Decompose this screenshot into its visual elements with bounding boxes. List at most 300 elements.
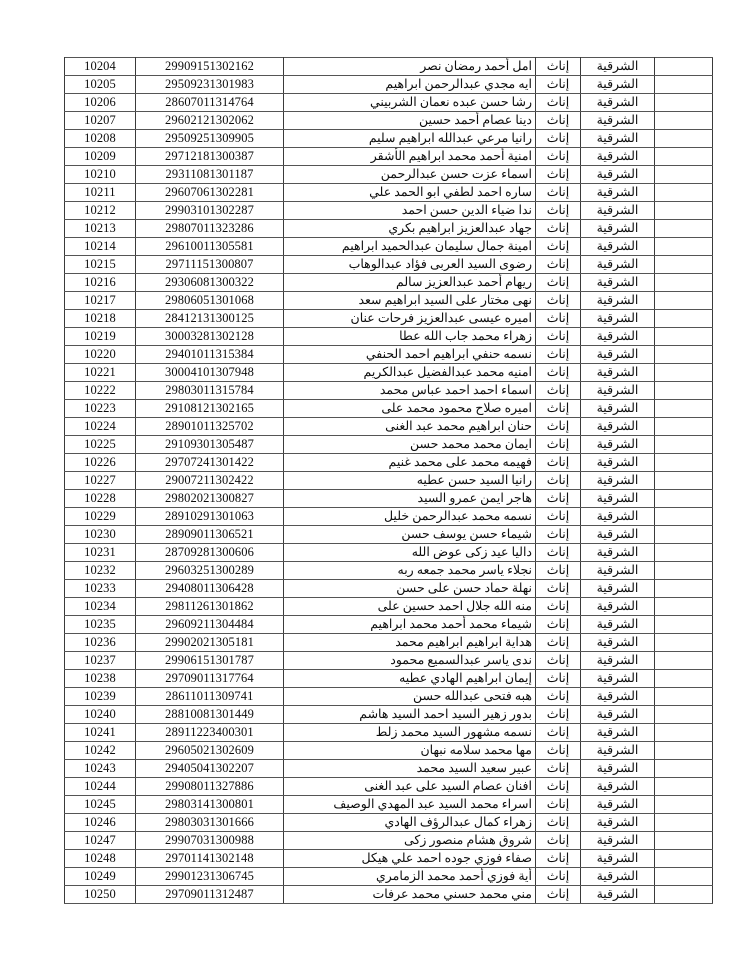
cell-blank: [655, 832, 713, 850]
cell-blank: [655, 76, 713, 94]
cell-applicant-name: زهراء محمد جاب الله عطا: [284, 328, 536, 346]
table-row: [65, 418, 713, 436]
cell-national-id: 28607011314764: [136, 94, 284, 112]
cell-applicant-name: مني محمد حسني محمد عرفات: [284, 886, 536, 904]
cell-serial-number: 10246: [65, 814, 136, 832]
cell-gender: إناث: [536, 94, 581, 112]
table-row: [65, 616, 713, 634]
cell-national-id: 30004101307948: [136, 364, 284, 382]
cell-serial-number: 10210: [65, 166, 136, 184]
cell-national-id: 29709011312487: [136, 886, 284, 904]
cell-applicant-name: نجلاء ياسر محمد جمعه ربه: [284, 562, 536, 580]
cell-national-id: 29701141302148: [136, 850, 284, 868]
cell-blank: [655, 562, 713, 580]
cell-governorate: الشرقية: [581, 724, 655, 742]
cell-blank: [655, 58, 713, 76]
table-row: [65, 364, 713, 382]
cell-national-id: 29109301305487: [136, 436, 284, 454]
table-row: [65, 400, 713, 418]
cell-applicant-name: عبير سعيد السيد محمد: [284, 760, 536, 778]
cell-governorate: الشرقية: [581, 634, 655, 652]
cell-serial-number: 10247: [65, 832, 136, 850]
cell-blank: [655, 328, 713, 346]
cell-governorate: الشرقية: [581, 778, 655, 796]
roster-table-body: [65, 58, 713, 904]
cell-blank: [655, 472, 713, 490]
table-row: [65, 814, 713, 832]
cell-applicant-name: نسمه مشهور السيد محمد زلط: [284, 724, 536, 742]
table-row: [65, 436, 713, 454]
cell-gender: إناث: [536, 130, 581, 148]
cell-blank: [655, 292, 713, 310]
cell-governorate: الشرقية: [581, 796, 655, 814]
cell-gender: إناث: [536, 760, 581, 778]
cell-national-id: 29807011323286: [136, 220, 284, 238]
table-row: [65, 454, 713, 472]
cell-governorate: الشرقية: [581, 454, 655, 472]
cell-national-id: 29803031301666: [136, 814, 284, 832]
cell-applicant-name: ايه مجدي عبدالرحمن ابراهيم: [284, 76, 536, 94]
table-row: [65, 832, 713, 850]
cell-serial-number: 10236: [65, 634, 136, 652]
cell-governorate: الشرقية: [581, 130, 655, 148]
cell-applicant-name: فهيمه محمد على محمد غنيم: [284, 454, 536, 472]
cell-applicant-name: شيماء حسن يوسف حسن: [284, 526, 536, 544]
cell-applicant-name: حنان ابراهيم محمد عبد الغنى: [284, 418, 536, 436]
cell-gender: إناث: [536, 220, 581, 238]
table-row: [65, 130, 713, 148]
cell-national-id: 29405041302207: [136, 760, 284, 778]
cell-applicant-name: اميره صلاح محمود محمد على: [284, 400, 536, 418]
cell-blank: [655, 274, 713, 292]
cell-applicant-name: رانيا مرعي عبدالله ابراهيم سليم: [284, 130, 536, 148]
cell-serial-number: 10226: [65, 454, 136, 472]
cell-national-id: 29509231301983: [136, 76, 284, 94]
cell-national-id: 28901011325702: [136, 418, 284, 436]
cell-serial-number: 10209: [65, 148, 136, 166]
cell-governorate: الشرقية: [581, 544, 655, 562]
cell-gender: إناث: [536, 706, 581, 724]
cell-applicant-name: إيمان ابراهيم الهادي عطيه: [284, 670, 536, 688]
cell-governorate: الشرقية: [581, 148, 655, 166]
cell-applicant-name: صفاء فوزي جوده احمد علي هيكل: [284, 850, 536, 868]
cell-serial-number: 10220: [65, 346, 136, 364]
cell-governorate: الشرقية: [581, 526, 655, 544]
cell-gender: إناث: [536, 274, 581, 292]
table-row: [65, 58, 713, 76]
cell-national-id: 29803141300801: [136, 796, 284, 814]
cell-blank: [655, 310, 713, 328]
cell-national-id: 29007211302422: [136, 472, 284, 490]
cell-blank: [655, 436, 713, 454]
cell-gender: إناث: [536, 364, 581, 382]
cell-serial-number: 10228: [65, 490, 136, 508]
cell-blank: [655, 688, 713, 706]
cell-serial-number: 10227: [65, 472, 136, 490]
cell-applicant-name: أية فوزي أحمد محمد الزمامري: [284, 868, 536, 886]
table-row: [65, 868, 713, 886]
cell-national-id: 29609211304484: [136, 616, 284, 634]
cell-blank: [655, 130, 713, 148]
cell-gender: إناث: [536, 400, 581, 418]
table-row: [65, 148, 713, 166]
table-row: [65, 220, 713, 238]
cell-gender: إناث: [536, 544, 581, 562]
cell-serial-number: 10241: [65, 724, 136, 742]
cell-applicant-name: دينا عصام أحمد حسين: [284, 112, 536, 130]
table-row: [65, 256, 713, 274]
cell-applicant-name: اسراء محمد السيد عبد المهدي الوصيف: [284, 796, 536, 814]
table-row: [65, 706, 713, 724]
table-row: [65, 562, 713, 580]
cell-national-id: 30003281302128: [136, 328, 284, 346]
cell-applicant-name: امنية أحمد محمد ابراهيم الأشقر: [284, 148, 536, 166]
cell-applicant-name: امينة جمال سليمان عبدالحميد ابراهيم: [284, 238, 536, 256]
cell-applicant-name: ندا ضياء الدين حسن احمد: [284, 202, 536, 220]
table-row: [65, 796, 713, 814]
cell-gender: إناث: [536, 616, 581, 634]
cell-governorate: الشرقية: [581, 112, 655, 130]
cell-gender: إناث: [536, 328, 581, 346]
cell-gender: إناث: [536, 508, 581, 526]
cell-national-id: 28909011306521: [136, 526, 284, 544]
cell-governorate: الشرقية: [581, 418, 655, 436]
table-row: [65, 202, 713, 220]
cell-national-id: 29907031300988: [136, 832, 284, 850]
cell-serial-number: 10250: [65, 886, 136, 904]
cell-national-id: 28412131300125: [136, 310, 284, 328]
cell-applicant-name: ايمان محمد محمد حسن: [284, 436, 536, 454]
cell-applicant-name: نسمه محمد عبدالرحمن خليل: [284, 508, 536, 526]
cell-blank: [655, 418, 713, 436]
table-row: [65, 652, 713, 670]
cell-governorate: الشرقية: [581, 436, 655, 454]
table-row: [65, 580, 713, 598]
cell-governorate: الشرقية: [581, 202, 655, 220]
cell-gender: إناث: [536, 850, 581, 868]
cell-serial-number: 10239: [65, 688, 136, 706]
table-row: [65, 328, 713, 346]
cell-national-id: 28611011309741: [136, 688, 284, 706]
cell-gender: إناث: [536, 238, 581, 256]
cell-national-id: 29806051301068: [136, 292, 284, 310]
cell-gender: إناث: [536, 166, 581, 184]
cell-national-id: 29902021305181: [136, 634, 284, 652]
cell-gender: إناث: [536, 436, 581, 454]
cell-gender: إناث: [536, 580, 581, 598]
cell-applicant-name: شروق هشام منصور زكى: [284, 832, 536, 850]
cell-gender: إناث: [536, 310, 581, 328]
cell-serial-number: 10215: [65, 256, 136, 274]
cell-serial-number: 10208: [65, 130, 136, 148]
cell-gender: إناث: [536, 670, 581, 688]
cell-governorate: الشرقية: [581, 670, 655, 688]
cell-national-id: 29408011306428: [136, 580, 284, 598]
table-row: [65, 850, 713, 868]
cell-national-id: 29603251300289: [136, 562, 284, 580]
cell-blank: [655, 364, 713, 382]
cell-gender: إناث: [536, 688, 581, 706]
cell-gender: إناث: [536, 652, 581, 670]
cell-serial-number: 10231: [65, 544, 136, 562]
cell-gender: إناث: [536, 814, 581, 832]
cell-governorate: الشرقية: [581, 886, 655, 904]
cell-governorate: الشرقية: [581, 832, 655, 850]
table-row: [65, 76, 713, 94]
cell-serial-number: 10213: [65, 220, 136, 238]
cell-governorate: الشرقية: [581, 76, 655, 94]
cell-governorate: الشرقية: [581, 238, 655, 256]
cell-blank: [655, 742, 713, 760]
cell-gender: إناث: [536, 724, 581, 742]
cell-serial-number: 10225: [65, 436, 136, 454]
cell-applicant-name: نهى مختار على السيد ابراهيم سعد: [284, 292, 536, 310]
cell-national-id: 29803011315784: [136, 382, 284, 400]
cell-blank: [655, 580, 713, 598]
cell-national-id: 29602121302062: [136, 112, 284, 130]
cell-national-id: 29711151300807: [136, 256, 284, 274]
cell-gender: إناث: [536, 346, 581, 364]
cell-applicant-name: رانيا السيد حسن عطيه: [284, 472, 536, 490]
table-row: [65, 166, 713, 184]
cell-governorate: الشرقية: [581, 256, 655, 274]
cell-gender: إناث: [536, 634, 581, 652]
cell-national-id: 28709281300606: [136, 544, 284, 562]
cell-national-id: 29906151301787: [136, 652, 284, 670]
table-row: [65, 112, 713, 130]
cell-serial-number: 10243: [65, 760, 136, 778]
cell-governorate: الشرقية: [581, 274, 655, 292]
cell-serial-number: 10222: [65, 382, 136, 400]
cell-applicant-name: جهاد عبدالعزيز ابراهيم بكري: [284, 220, 536, 238]
cell-serial-number: 10207: [65, 112, 136, 130]
cell-national-id: 29607061302281: [136, 184, 284, 202]
cell-national-id: 29306081300322: [136, 274, 284, 292]
cell-applicant-name: ندى ياسر عبدالسميع محمود: [284, 652, 536, 670]
table-row: [65, 508, 713, 526]
cell-serial-number: 10244: [65, 778, 136, 796]
cell-national-id: 29709011317764: [136, 670, 284, 688]
cell-applicant-name: نسمه حنفي ابراهيم احمد الحنفي: [284, 346, 536, 364]
cell-applicant-name: رشا حسن عبده نعمان الشربيني: [284, 94, 536, 112]
cell-governorate: الشرقية: [581, 616, 655, 634]
table-row: [65, 274, 713, 292]
cell-applicant-name: امل أحمد رمضان نصر: [284, 58, 536, 76]
cell-applicant-name: رضوى السيد العربى فؤاد عبدالوهاب: [284, 256, 536, 274]
cell-serial-number: 10211: [65, 184, 136, 202]
cell-national-id: 29712181300387: [136, 148, 284, 166]
table-row: [65, 634, 713, 652]
cell-serial-number: 10234: [65, 598, 136, 616]
cell-applicant-name: منه الله جلال احمد حسين على: [284, 598, 536, 616]
cell-serial-number: 10233: [65, 580, 136, 598]
cell-applicant-name: مها محمد سلامه نبهان: [284, 742, 536, 760]
cell-applicant-name: امنيه محمد عبدالفضيل عبدالكريم: [284, 364, 536, 382]
cell-gender: إناث: [536, 562, 581, 580]
cell-blank: [655, 796, 713, 814]
cell-blank: [655, 526, 713, 544]
cell-blank: [655, 112, 713, 130]
table-row: [65, 238, 713, 256]
cell-governorate: الشرقية: [581, 94, 655, 112]
cell-gender: إناث: [536, 832, 581, 850]
cell-blank: [655, 256, 713, 274]
cell-serial-number: 10232: [65, 562, 136, 580]
cell-serial-number: 10229: [65, 508, 136, 526]
cell-governorate: الشرقية: [581, 220, 655, 238]
cell-blank: [655, 598, 713, 616]
cell-serial-number: 10242: [65, 742, 136, 760]
cell-applicant-name: ساره احمد لطفي ابو الحمد علي: [284, 184, 536, 202]
cell-applicant-name: هبه فتحى عبدالله حسن: [284, 688, 536, 706]
cell-serial-number: 10230: [65, 526, 136, 544]
table-row: [65, 526, 713, 544]
cell-governorate: الشرقية: [581, 346, 655, 364]
cell-governorate: الشرقية: [581, 400, 655, 418]
cell-serial-number: 10218: [65, 310, 136, 328]
cell-serial-number: 10217: [65, 292, 136, 310]
cell-national-id: 29811261301862: [136, 598, 284, 616]
table-row: [65, 688, 713, 706]
cell-national-id: 29908011327886: [136, 778, 284, 796]
cell-blank: [655, 850, 713, 868]
cell-blank: [655, 202, 713, 220]
cell-national-id: 28910291301063: [136, 508, 284, 526]
cell-gender: إناث: [536, 472, 581, 490]
cell-serial-number: 10249: [65, 868, 136, 886]
cell-governorate: الشرقية: [581, 184, 655, 202]
cell-governorate: الشرقية: [581, 706, 655, 724]
cell-governorate: الشرقية: [581, 814, 655, 832]
cell-serial-number: 10219: [65, 328, 136, 346]
cell-applicant-name: افنان عصام السيد على عبد الغنى: [284, 778, 536, 796]
cell-gender: إناث: [536, 526, 581, 544]
cell-blank: [655, 706, 713, 724]
cell-gender: إناث: [536, 112, 581, 130]
cell-blank: [655, 634, 713, 652]
cell-blank: [655, 652, 713, 670]
cell-blank: [655, 670, 713, 688]
cell-serial-number: 10221: [65, 364, 136, 382]
cell-applicant-name: نهلة حماد حسن على حسن: [284, 580, 536, 598]
cell-governorate: الشرقية: [581, 382, 655, 400]
cell-governorate: الشرقية: [581, 472, 655, 490]
cell-applicant-name: هاجر ايمن عمرو السيد: [284, 490, 536, 508]
cell-gender: إناث: [536, 382, 581, 400]
table-row: [65, 292, 713, 310]
cell-national-id: 29509251309905: [136, 130, 284, 148]
cell-blank: [655, 454, 713, 472]
cell-national-id: 29610011305581: [136, 238, 284, 256]
cell-national-id: 29901231306745: [136, 868, 284, 886]
cell-governorate: الشرقية: [581, 508, 655, 526]
cell-blank: [655, 490, 713, 508]
cell-blank: [655, 814, 713, 832]
cell-blank: [655, 760, 713, 778]
cell-national-id: 29909151302162: [136, 58, 284, 76]
cell-serial-number: 10212: [65, 202, 136, 220]
cell-national-id: 29707241301422: [136, 454, 284, 472]
table-row: [65, 670, 713, 688]
cell-governorate: الشرقية: [581, 742, 655, 760]
cell-governorate: الشرقية: [581, 166, 655, 184]
cell-national-id: 29401011315384: [136, 346, 284, 364]
table-row: [65, 94, 713, 112]
cell-national-id: 29108121302165: [136, 400, 284, 418]
cell-gender: إناث: [536, 742, 581, 760]
cell-governorate: الشرقية: [581, 292, 655, 310]
cell-applicant-name: هداية ابراهيم ابراهيم محمد: [284, 634, 536, 652]
cell-blank: [655, 724, 713, 742]
table-row: [65, 544, 713, 562]
table-row: [65, 490, 713, 508]
cell-serial-number: 10248: [65, 850, 136, 868]
cell-governorate: الشرقية: [581, 328, 655, 346]
cell-applicant-name: داليا عيد زكى عوض الله: [284, 544, 536, 562]
cell-blank: [655, 184, 713, 202]
cell-gender: إناث: [536, 598, 581, 616]
cell-governorate: الشرقية: [581, 652, 655, 670]
cell-serial-number: 10216: [65, 274, 136, 292]
cell-serial-number: 10245: [65, 796, 136, 814]
table-row: [65, 472, 713, 490]
cell-national-id: 29903101302287: [136, 202, 284, 220]
table-row: [65, 760, 713, 778]
cell-gender: إناث: [536, 778, 581, 796]
cell-gender: إناث: [536, 184, 581, 202]
cell-applicant-name: بدور زهير السيد احمد السيد هاشم: [284, 706, 536, 724]
cell-serial-number: 10235: [65, 616, 136, 634]
cell-gender: إناث: [536, 868, 581, 886]
table-row: [65, 184, 713, 202]
applicants-roster-table: [64, 57, 713, 904]
cell-blank: [655, 94, 713, 112]
cell-serial-number: 10223: [65, 400, 136, 418]
cell-serial-number: 10237: [65, 652, 136, 670]
cell-blank: [655, 778, 713, 796]
cell-applicant-name: ريهام أحمد عبدالعزيز سالم: [284, 274, 536, 292]
table-row: [65, 346, 713, 364]
cell-blank: [655, 166, 713, 184]
cell-blank: [655, 508, 713, 526]
table-row: [65, 742, 713, 760]
cell-gender: إناث: [536, 418, 581, 436]
cell-gender: إناث: [536, 796, 581, 814]
cell-national-id: 28810081301449: [136, 706, 284, 724]
cell-blank: [655, 382, 713, 400]
cell-national-id: 28911223400301: [136, 724, 284, 742]
cell-blank: [655, 148, 713, 166]
cell-serial-number: 10204: [65, 58, 136, 76]
cell-applicant-name: زهراء كمال عبدالرؤف الهادي: [284, 814, 536, 832]
cell-national-id: 29605021302609: [136, 742, 284, 760]
cell-serial-number: 10240: [65, 706, 136, 724]
table-row: [65, 778, 713, 796]
cell-governorate: الشرقية: [581, 58, 655, 76]
cell-gender: إناث: [536, 76, 581, 94]
cell-governorate: الشرقية: [581, 490, 655, 508]
cell-governorate: الشرقية: [581, 364, 655, 382]
cell-serial-number: 10224: [65, 418, 136, 436]
table-row: [65, 382, 713, 400]
cell-governorate: الشرقية: [581, 868, 655, 886]
cell-applicant-name: شيماء محمد أحمد محمد ابراهيم: [284, 616, 536, 634]
cell-gender: إناث: [536, 58, 581, 76]
cell-governorate: الشرقية: [581, 598, 655, 616]
cell-national-id: 29802021300827: [136, 490, 284, 508]
cell-gender: إناث: [536, 454, 581, 472]
cell-gender: إناث: [536, 292, 581, 310]
